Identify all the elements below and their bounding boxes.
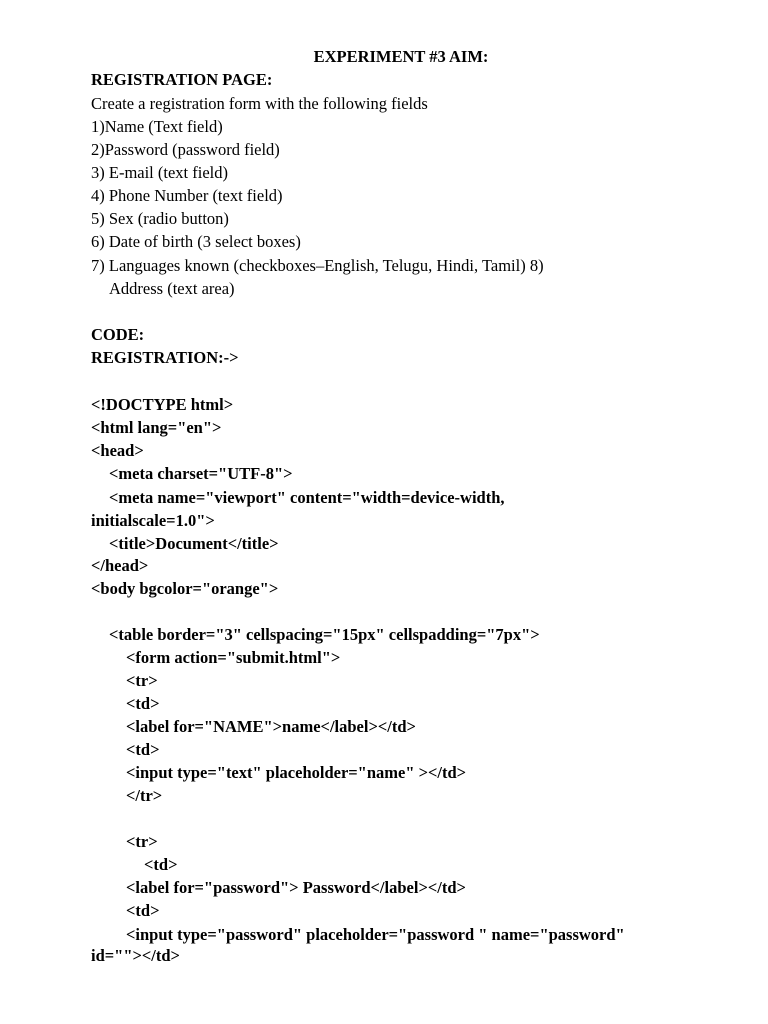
field-item: 6) Date of birth (3 select boxes) — [91, 232, 301, 251]
intro-text: Create a registration form with the following fields — [91, 94, 428, 113]
code-line: </tr> — [126, 786, 163, 805]
code-line: <td> — [144, 855, 178, 874]
code-line: <head> — [91, 441, 144, 460]
code-line: </head> — [91, 556, 149, 575]
field-item: 3) E-mail (text field) — [91, 163, 228, 182]
code-line: <!DOCTYPE html> — [91, 395, 234, 414]
code-line: <input type="text" placeholder="name" ></td> — [126, 763, 467, 782]
code-line: <title>Document</title> — [109, 534, 279, 553]
field-item: 1)Name (Text field) — [91, 117, 223, 136]
field-item: 2)Password (password field) — [91, 140, 280, 159]
code-line: <meta name="viewport" content="width=device-width, — [109, 488, 505, 507]
code-line: <label for="NAME">name</label></td> — [126, 717, 416, 736]
code-line: <label for="password"> Password</label></td> — [126, 878, 466, 897]
code-line: <meta charset="UTF-8"> — [109, 464, 293, 483]
code-line: <tr> — [126, 671, 158, 690]
document-title: EXPERIMENT #3 AIM: — [313, 47, 489, 66]
code-line: initialscale=1.0"> — [91, 511, 215, 530]
code-line: <html lang="en"> — [91, 418, 222, 437]
code-line: <tr> — [126, 832, 158, 851]
field-item: 4) Phone Number (text field) — [91, 186, 283, 205]
code-line: <td> — [126, 694, 160, 713]
code-line: <input type="password" placeholder="password " name="password" — [126, 925, 625, 944]
code-heading: CODE: — [91, 325, 145, 344]
registration-heading: REGISTRATION:-> — [91, 348, 239, 367]
field-item: 5) Sex (radio button) — [91, 209, 229, 228]
code-line: <body bgcolor="orange"> — [91, 579, 279, 598]
code-line: <form action="submit.html"> — [126, 648, 341, 667]
code-line: <td> — [126, 901, 160, 920]
code-line: <table border="3" cellspacing="15px" cellspadding="7px"> — [109, 625, 540, 644]
code-line: <td> — [126, 740, 160, 759]
field-item: Address (text area) — [109, 279, 235, 298]
field-item: 7) Languages known (checkboxes–English, Telugu, Hindi, Tamil) 8) — [91, 256, 544, 275]
code-line: id=""></td> — [91, 946, 180, 965]
section-heading: REGISTRATION PAGE: — [91, 70, 273, 89]
